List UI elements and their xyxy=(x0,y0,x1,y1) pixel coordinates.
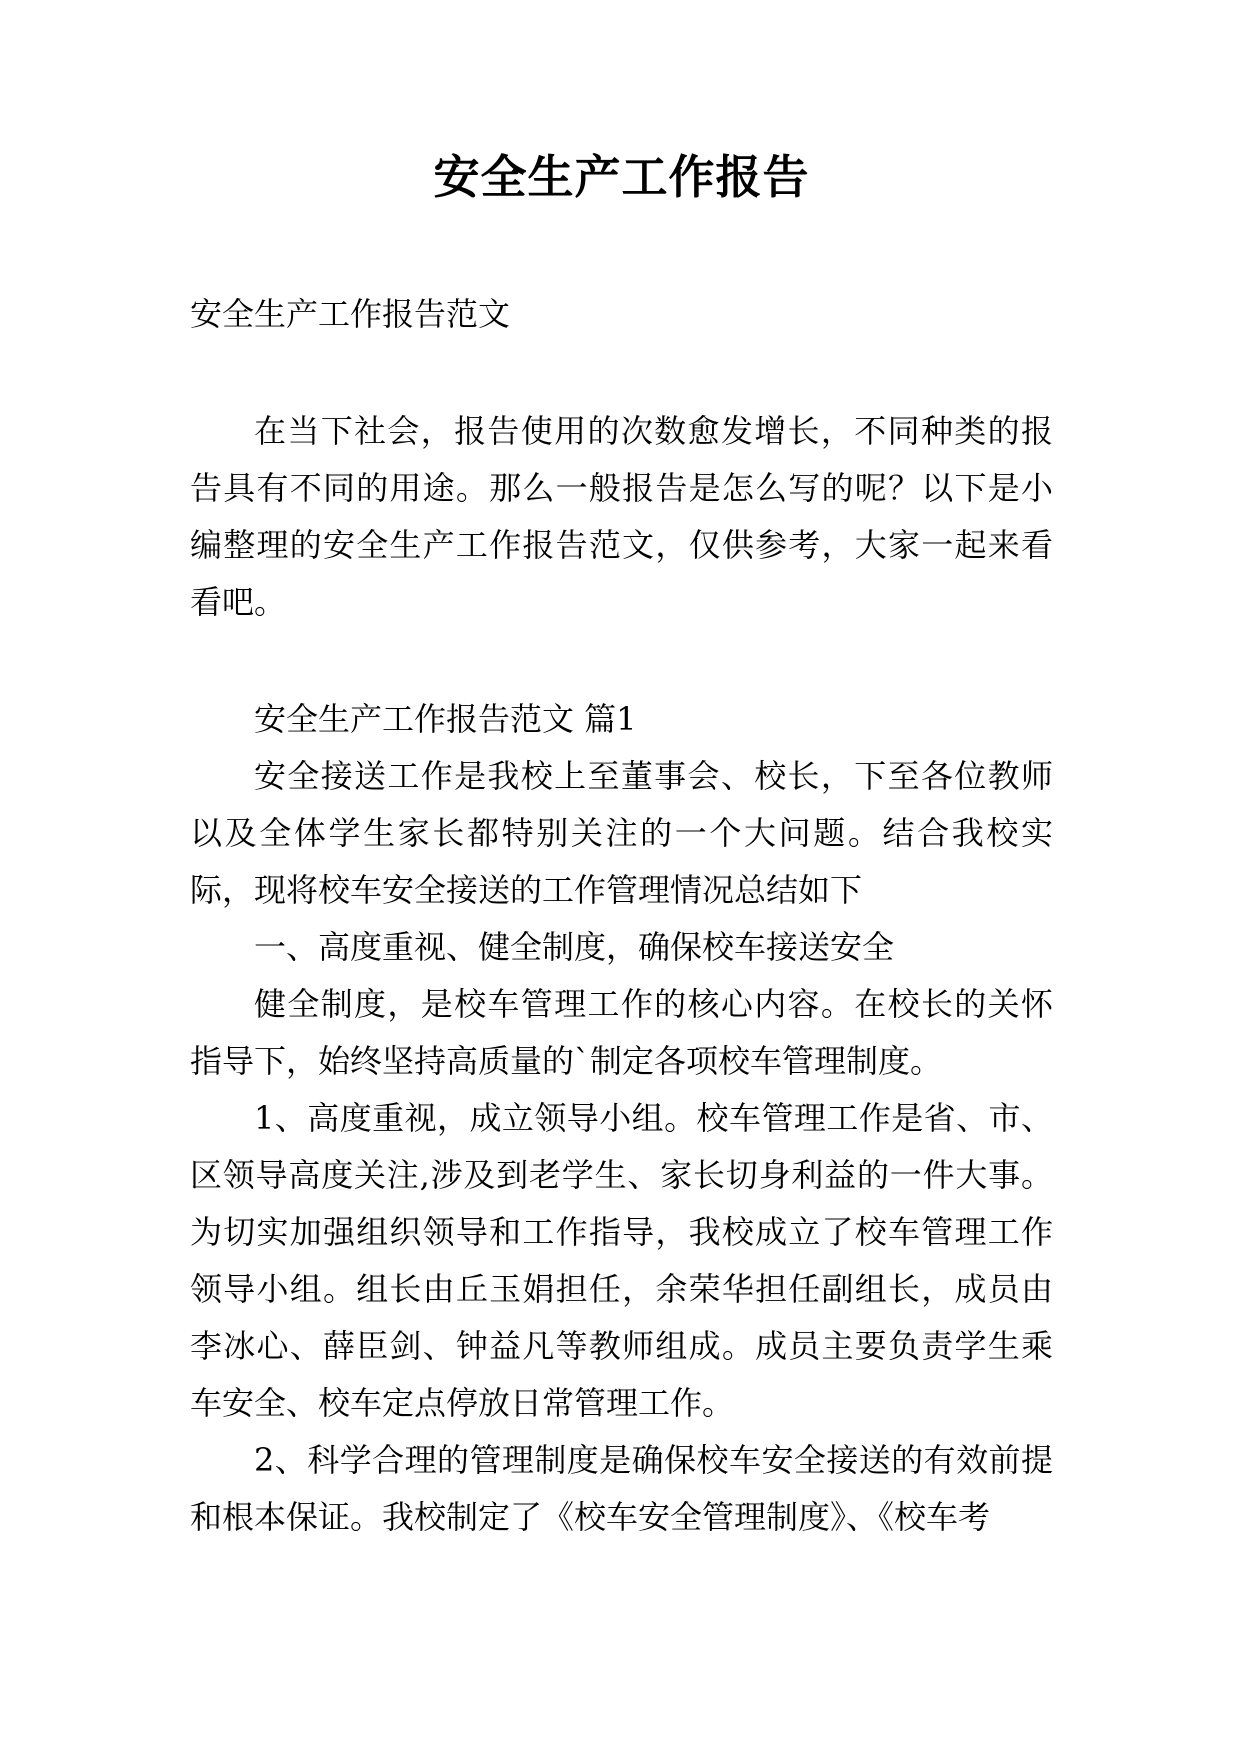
paragraph: 1、高度重视，成立领导小组。校车管理工作是省、市、区领导高度关注,涉及到老学生、家长切身利益的一件大事。为切实加强组织领导和工作指导，我校成立了校车管理工作领导小组。组长由丘玉娟担任，余荣华担任副组长，成员由李冰心、薛臣剑、钟益凡等教师组成。成员主要负责学生乘车安全、校车定点停放日常管理工作。 xyxy=(190,1099,1053,1422)
paragraph: 健全制度，是校车管理工作的核心内容。在校长的关怀指导下，始终坚持高质量的`制定各项校车管理制度。 xyxy=(190,985,1053,1080)
paragraph: 2、科学合理的管理制度是确保校车安全接送的有效前提和根本保证。我校制定了《校车安全管理制度》、《校车考 xyxy=(190,1441,1053,1536)
document-body xyxy=(190,286,1053,1546)
paragraph: 在当下社会，报告使用的次数愈发增长，不同种类的报告具有不同的用途。那么一般报告是怎么写的呢？以下是小编整理的安全生产工作报告范文，仅供参考，大家一起来看看吧。 xyxy=(190,412,1053,621)
paragraph: 一、高度重视、健全制度，确保校车接送安全 xyxy=(254,928,895,966)
paragraph: 安全接送工作是我校上至董事会、校长，下至各位教师以及全体学生家长都特别关注的一个大问题。结合我校实际，现将校车安全接送的工作管理情况总结如下 xyxy=(190,757,1053,909)
paragraph: 安全生产工作报告范文 篇1 xyxy=(254,700,637,738)
document-title: 安全生产工作报告 xyxy=(433,150,810,204)
paragraph: 安全生产工作报告范文 xyxy=(190,295,511,333)
